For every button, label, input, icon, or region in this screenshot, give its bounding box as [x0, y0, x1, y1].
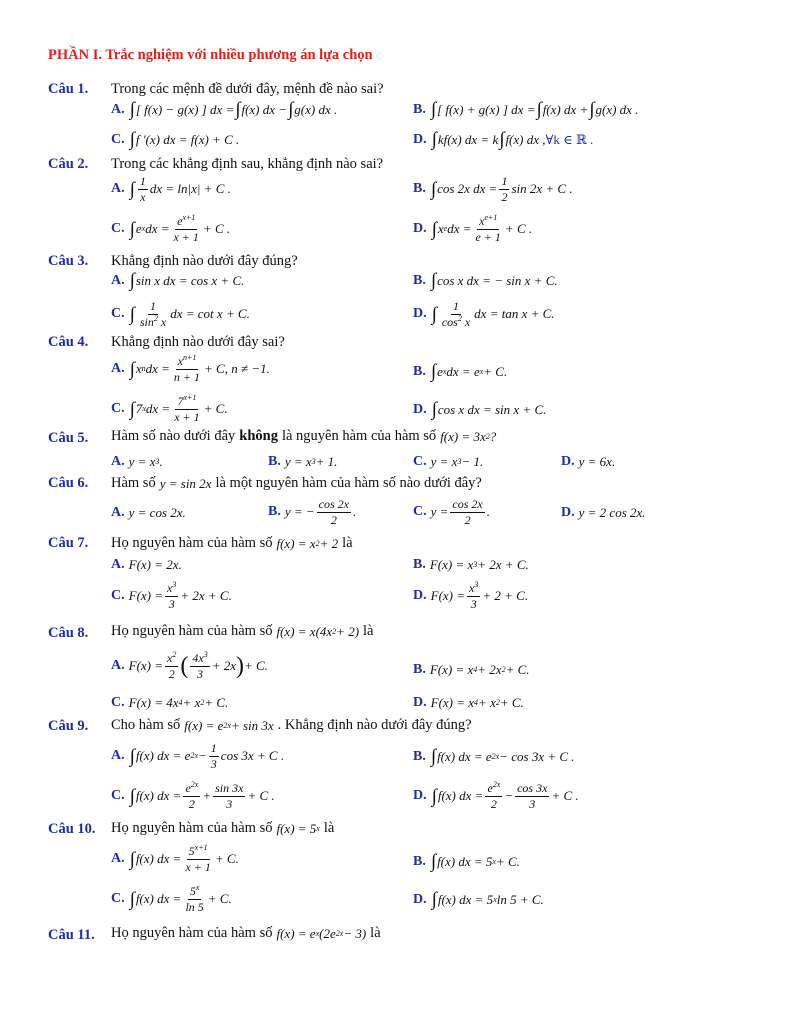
- q8-function: f(x) = x(4x 2 + 2): [276, 623, 360, 639]
- question-6-stem-pre: Hàm số: [111, 475, 156, 491]
- option-b-label: B.: [413, 662, 426, 677]
- option-c-label: C.: [413, 454, 427, 469]
- option-b-label: B.: [413, 181, 426, 197]
- option-a-label: A.: [111, 557, 125, 572]
- q10-option-c[interactable]: [111, 885, 232, 913]
- question-5-stem-bold: không: [239, 428, 278, 444]
- q8-option-b[interactable]: [413, 662, 530, 678]
- q5-option-c[interactable]: [413, 454, 483, 470]
- option-d-label: D.: [413, 788, 427, 804]
- q3-option-b[interactable]: [413, 271, 558, 290]
- q9-option-c[interactable]: [111, 782, 275, 810]
- q8c-formula: F(x) = 4x 4 + x 2 + C.: [128, 695, 229, 710]
- q9-option-b[interactable]: [413, 747, 575, 766]
- q3-option-c[interactable]: [111, 300, 250, 328]
- option-a-label: A.: [111, 361, 125, 377]
- q6-option-c[interactable]: [413, 498, 490, 526]
- question-1-stem-text: Trong các mệnh đề dưới đây, mệnh đề nào sai?: [111, 81, 384, 97]
- q7-option-d[interactable]: [413, 582, 528, 610]
- question-9-number: Câu 9.: [48, 718, 89, 734]
- q10-option-b[interactable]: [413, 852, 520, 871]
- option-b-label: B.: [268, 454, 281, 469]
- question-8-stem-pre: Họ nguyên hàm của hàm số: [111, 623, 273, 639]
- q4-option-b[interactable]: [413, 362, 507, 381]
- q4-option-d[interactable]: [413, 400, 546, 419]
- q10-option-d[interactable]: [413, 890, 544, 909]
- q7-option-a[interactable]: [111, 557, 182, 573]
- question-5-number: Câu 5.: [48, 430, 89, 446]
- q2-option-c[interactable]: [111, 215, 230, 243]
- question-8-stem: [111, 623, 374, 640]
- q2-option-b[interactable]: [413, 175, 573, 203]
- q4-option-c[interactable]: [111, 395, 228, 423]
- question-4-stem: [111, 334, 285, 351]
- option-a-label: A.: [111, 851, 125, 867]
- option-c-label: C.: [111, 788, 125, 804]
- q3a-formula: ∫ sin x dx = cos x + C.: [129, 270, 245, 291]
- q8-option-a[interactable]: [111, 652, 268, 680]
- option-b-label: B.: [413, 101, 426, 117]
- q5-option-b[interactable]: [268, 454, 337, 470]
- q8-option-d[interactable]: [413, 695, 524, 711]
- q4b-formula: ∫ e x dx = e x + C.: [430, 361, 508, 382]
- q9b-formula: ∫ f(x) dx = e 2x − cos 3x + C .: [430, 746, 575, 767]
- option-c-label: C.: [111, 695, 125, 710]
- question-9-stem-pre: Cho hàm số: [111, 717, 181, 733]
- question-8-stem-post: là: [363, 623, 374, 639]
- option-c-label: C.: [413, 504, 427, 520]
- q7a-formula: F(x) = 2x.: [128, 557, 182, 572]
- option-a-label: A.: [111, 748, 125, 764]
- option-d-label: D.: [413, 131, 427, 147]
- option-c-label: C.: [111, 588, 125, 604]
- option-a-label: A.: [111, 505, 125, 520]
- option-b-label: B.: [413, 748, 426, 764]
- option-d-label: D.: [413, 891, 427, 907]
- q5b-formula: y = x 3 + 1.: [284, 454, 338, 469]
- q6b-formula: y = − $\frac{\cos 2x}{2}$ .: [284, 497, 357, 527]
- q5c-formula: y = x 3 − 1.: [430, 454, 484, 469]
- question-7-stem-post: là: [342, 535, 353, 551]
- q4a-formula: ∫ x n dx = $\frac{x^{n+1}}{n + 1}$ + C, n ≠ −1.: [129, 353, 270, 384]
- option-d-label: D.: [413, 221, 427, 237]
- q6-option-b[interactable]: [268, 498, 356, 526]
- q2c-formula: ∫ e x dx = $\frac{e^{x+1}}{x + 1}$ + C .: [129, 213, 231, 244]
- q1-option-b[interactable]: [413, 100, 638, 119]
- question-7-stem-pre: Họ nguyên hàm của hàm số: [111, 535, 273, 551]
- option-c-label: C.: [111, 306, 125, 322]
- q6-function: y = sin 2x: [159, 475, 212, 491]
- q4c-formula: ∫ 7 x dx = $\frac{7^{x+1}}{x + 1}$ + C.: [129, 393, 228, 424]
- q1b-formula: ∫ [ f(x) + g(x) ] dx = ∫ f(x) dx + ∫ g(x) dx .: [430, 99, 639, 120]
- q7d-formula: F(x) = $\frac{x^3}{3}$ + 2 + C.: [430, 580, 529, 611]
- q1-option-a[interactable]: [111, 100, 337, 119]
- question-3-stem-text: Khẳng định nào dưới đây đúng?: [111, 253, 298, 269]
- question-5-stem-pre: Hàm số nào dưới đây: [111, 428, 236, 444]
- q4-option-a[interactable]: [111, 355, 270, 383]
- q3-option-a[interactable]: [111, 271, 244, 290]
- q10-option-a[interactable]: [111, 845, 239, 873]
- q8b-formula: F(x) = x 4 + 2x 2 + C.: [429, 662, 530, 677]
- question-8-number: Câu 8.: [48, 625, 89, 641]
- q9-function: f(x) = e 2x + sin 3x: [184, 717, 274, 733]
- option-b-label: B.: [413, 853, 426, 869]
- option-b-label: B.: [268, 504, 281, 520]
- question-11-number: Câu 11.: [48, 927, 95, 943]
- option-c-label: C.: [111, 891, 125, 907]
- option-d-label: D.: [413, 306, 427, 322]
- option-a-label: A.: [111, 272, 125, 288]
- q8-option-c[interactable]: [111, 695, 228, 711]
- option-d-label: D.: [561, 505, 575, 520]
- q1a-formula: ∫ [ f(x) − g(x) ] dx = ∫ f(x) dx − ∫ g(x) dx .: [129, 99, 338, 120]
- q3c-formula: ∫ $\frac{1}{\sin^2 x}$ dx = cot x + C.: [129, 299, 250, 329]
- q5d-formula: y = 6x.: [578, 454, 616, 469]
- q6c-formula: y = $\frac{\cos 2x}{2}$ .: [430, 497, 490, 527]
- question-5-stem-post: là nguyên hàm của hàm số: [281, 428, 437, 444]
- question-11-stem-pre: Họ nguyên hàm của hàm số: [111, 925, 273, 941]
- option-b-label: B.: [413, 272, 426, 288]
- q3b-formula: ∫ cos x dx = − sin x + C.: [430, 270, 558, 291]
- q10a-formula: ∫ f(x) dx = $\frac{5^{x+1}}{x + 1}$ + C.: [129, 843, 239, 874]
- q8a-formula: F(x) = $\frac{x^2}{2}$ ( $\frac{4x^3}{3}$ + 2x ) + C.: [128, 650, 268, 681]
- question-3-stem: [111, 253, 298, 270]
- q5-option-a[interactable]: [111, 454, 163, 470]
- q10-function: f(x) = 5 x: [276, 820, 320, 836]
- q1c-formula: ∫ f ′(x) dx = f(x) + C .: [129, 129, 240, 150]
- question-10-stem: [111, 820, 334, 837]
- question-10-number: Câu 10.: [48, 821, 96, 837]
- q2a-formula: ∫ $\frac{1}{x}$ dx = ln|x| + C .: [129, 174, 231, 204]
- q8d-formula: F(x) = x 4 + x 2 + C.: [430, 695, 524, 710]
- q10b-formula: ∫ f(x) dx = 5 x + C.: [430, 851, 520, 872]
- option-c-label: C.: [111, 221, 125, 237]
- option-d-label: D.: [413, 695, 427, 710]
- q1-option-d[interactable]: [413, 130, 593, 149]
- q1-option-c[interactable]: [111, 130, 239, 149]
- q1d-formula: ∫ kf(x) dx = k ∫ f(x) dx , ∀k ∈ ℝ .: [431, 129, 594, 150]
- q10d-formula: ∫ f(x) dx = 5 x ln 5 + C.: [431, 889, 544, 910]
- question-2-stem: [111, 156, 383, 173]
- option-b-label: B.: [413, 363, 426, 379]
- question-4-stem-text: Khẳng định nào dưới đây sai?: [111, 334, 285, 350]
- option-b-label: B.: [413, 557, 426, 572]
- option-c-label: C.: [111, 131, 125, 147]
- question-6-number: Câu 6.: [48, 475, 89, 491]
- question-2-stem-text: Trong các khẳng định sau, khẳng định nào sai?: [111, 156, 384, 172]
- q7-option-c[interactable]: [111, 582, 232, 610]
- q2-option-d[interactable]: [413, 215, 532, 243]
- option-a-label: A.: [111, 101, 125, 117]
- option-d-label: D.: [561, 454, 575, 469]
- q7b-formula: F(x) = x 3 + 2x + C.: [429, 557, 529, 572]
- question-1-number: Câu 1.: [48, 81, 89, 97]
- q7-option-b[interactable]: [413, 557, 529, 573]
- q10c-formula: ∫ f(x) dx = $\frac{5^x}{\ln 5}$ + C.: [129, 883, 232, 914]
- q7-function: f(x) = x 2 + 2: [276, 535, 339, 551]
- question-11-stem-post: là: [370, 925, 381, 941]
- q6-option-d[interactable]: [561, 505, 646, 521]
- question-5-stem: [111, 428, 496, 445]
- option-a-label: A.: [111, 454, 125, 469]
- q6d-formula: y = 2 cos 2x.: [578, 505, 646, 520]
- question-9-stem-post: . Khẳng định nào dưới đây đúng?: [277, 717, 472, 733]
- question-6-stem-post: là một nguyên hàm của hàm số nào dưới đây?: [215, 475, 482, 491]
- question-11-stem: [111, 925, 381, 942]
- q9d-formula: ∫ f(x) dx = $\frac{e^{2x}}{2}$ − $\frac{\cos 3x}{3}$ + C .: [431, 780, 579, 811]
- q4d-formula: ∫ cos x dx = sin x + C.: [431, 399, 547, 420]
- question-7-stem: [111, 535, 353, 552]
- question-10-stem-post: là: [323, 820, 335, 836]
- q2b-formula: ∫ cos 2x dx = $\frac{1}{2}$ sin 2x + C .: [430, 174, 573, 204]
- option-c-label: C.: [111, 401, 125, 417]
- q9-option-d[interactable]: [413, 782, 579, 810]
- option-a-label: A.: [111, 658, 125, 674]
- q5a-formula: y = x 3 .: [128, 454, 163, 469]
- option-d-label: D.: [413, 401, 427, 417]
- question-9-stem: [111, 717, 472, 734]
- question-3-number: Câu 3.: [48, 253, 89, 269]
- question-1-stem: [111, 81, 384, 98]
- q7c-formula: F(x) = $\frac{x^3}{3}$ + 2x + C.: [128, 580, 232, 611]
- q5-function: f(x) = 3x 2 ?: [440, 428, 497, 444]
- q5-option-d[interactable]: [561, 454, 615, 470]
- option-a-label: A.: [111, 181, 125, 197]
- q2-option-a[interactable]: [111, 175, 231, 203]
- question-6-stem: [111, 475, 482, 492]
- question-4-number: Câu 4.: [48, 334, 89, 350]
- q11-function: f(x) = e x (2e 2x − 3): [276, 925, 367, 941]
- q9-option-a[interactable]: [111, 742, 284, 770]
- question-10-stem-pre: Họ nguyên hàm của hàm số: [111, 820, 273, 836]
- option-d-label: D.: [413, 588, 427, 604]
- q9c-formula: ∫ f(x) dx = $\frac{e^{2x}}{2}$ + $\frac{\sin 3x}{3}$ + C .: [129, 780, 275, 811]
- q3-option-d[interactable]: [413, 300, 555, 328]
- question-7-number: Câu 7.: [48, 535, 89, 551]
- q3d-formula: ∫ $\frac{1}{\cos^2 x}$ dx = tan x + C.: [431, 299, 555, 329]
- q2d-formula: ∫ x e dx = $\frac{x^{e+1}}{e + 1}$ + C .: [431, 213, 533, 244]
- q6a-formula: y = cos 2x.: [128, 505, 186, 520]
- q6-option-a[interactable]: [111, 505, 186, 521]
- q9a-formula: ∫ f(x) dx = e 2x − $\frac{1}{3}$ cos 3x + C .: [129, 741, 285, 771]
- question-2-number: Câu 2.: [48, 156, 89, 172]
- section-title: PHẦN I. Trắc nghiệm với nhiều phương án lựa chọn: [48, 47, 373, 63]
